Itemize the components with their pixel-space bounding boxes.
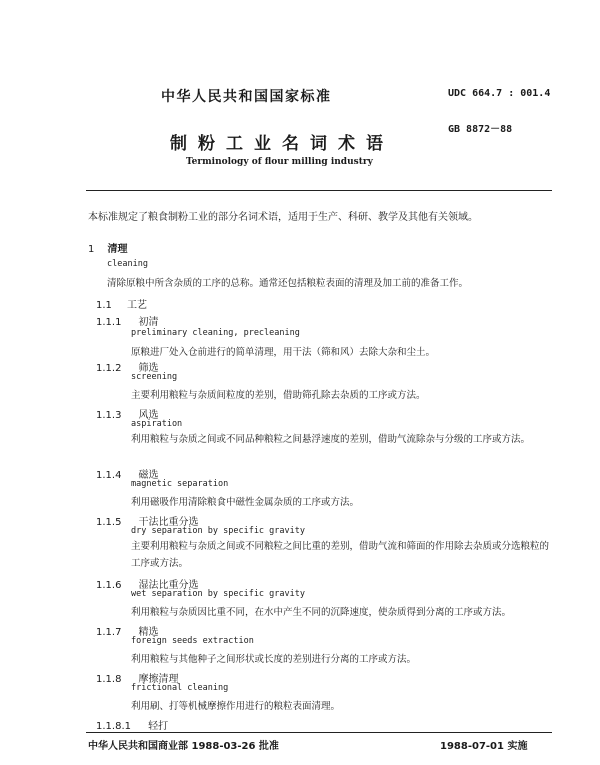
term-definition: 利用刷、打等机械摩擦作用进行的粮粒表面清理。 (131, 701, 341, 712)
term-definition: 利用粮粒与其他种子之间形状或长度的差别进行分离的工序或方法。 (131, 654, 417, 665)
section-title: 风选 (138, 410, 159, 421)
term-definition: 清除原粮中所含杂质的工序的总称。通常还包括粮粒表面的清理及加工前的准备工作。 (107, 278, 469, 289)
term-heading (96, 714, 168, 733)
section-title: 轻打 (148, 721, 169, 732)
term-english: wet separation by specific gravity (131, 589, 305, 599)
document-title-en: Terminology of flour milling industry (186, 157, 373, 167)
section-number: 1.1.3 (96, 410, 122, 421)
intro-paragraph: 本标准规定了粮食制粉工业的部分名词术语，适用于生产、科研、教学及其他有关领域。 (88, 212, 478, 223)
section-title: 干法比重分选 (138, 517, 199, 528)
section-number: 1.1.8 (96, 674, 122, 685)
section-title: 初清 (138, 317, 159, 328)
term-definition: 原粮进厂处入仓前进行的简单清理，用干法（筛和风）去除大杂和尘土。 (131, 347, 436, 358)
term-english: preliminary cleaning, precleaning (131, 328, 300, 338)
approval-date: 中华人民共和国商业部 1988-03-26 批准 (88, 741, 279, 752)
term-english: aspiration (131, 419, 183, 429)
term-definition: 利用粮粒与杂质因比重不同，在水中产生不同的沉降速度，使杂质得到分离的工序或方法。 (131, 607, 512, 618)
section-number: 1.1.5 (96, 517, 122, 528)
section-number: 1.1 (96, 300, 112, 311)
term-heading (96, 310, 159, 329)
section-title: 精选 (138, 627, 159, 638)
section-number: 1.1.7 (96, 627, 122, 638)
standard-category: 中华人民共和国国家标准 (161, 89, 332, 105)
section-number: 1.1.2 (96, 363, 122, 374)
section-number: 1.1.6 (96, 580, 122, 591)
footer-divider (86, 732, 552, 733)
section-title: 筛选 (138, 363, 159, 374)
term-english: frictional cleaning (131, 683, 229, 693)
section-title: 磁选 (138, 470, 159, 481)
section-title: 湿法比重分选 (138, 580, 199, 591)
section-number: 1.1.4 (96, 470, 122, 481)
term-english: cleaning (107, 259, 148, 269)
section-number: 1 (88, 244, 95, 255)
term-english: screening (131, 372, 178, 382)
section-number: 1.1.1 (96, 317, 122, 328)
term-english: magnetic separation (131, 479, 229, 489)
gb-code: GB 8872－88 (448, 124, 513, 135)
implementation-date: 1988-07-01 实施 (440, 741, 528, 752)
term-english: dry separation by specific gravity (131, 526, 305, 536)
term-definition: 主要利用粮粒与杂质之间或不同粮粒之间比重的差别，借助气流和筛面的作用除去杂质或分选粮粒的工序或方法。 (131, 541, 550, 569)
term-definition: 主要利用粮粒与杂质间粒度的差别，借助筛孔除去杂质的工序或方法。 (131, 390, 426, 401)
section-number: 1.1.8.1 (96, 721, 131, 732)
udc-code: UDC 664.7 : 001.4 (448, 88, 551, 99)
header-divider (86, 190, 552, 191)
term-definition: 利用磁吸作用清除粮食中磁性金属杂质的工序或方法。 (131, 497, 360, 508)
section-heading (88, 237, 127, 256)
section-title: 工艺 (127, 300, 147, 311)
term-english: foreign seeds extraction (131, 636, 254, 646)
document-title: 制粉工业名词术语 (170, 134, 394, 154)
section-title: 摩擦清理 (138, 674, 179, 685)
section-title: 清理 (107, 244, 128, 255)
term-definition: 利用粮粒与杂质之间或不同品种粮粒之间悬浮速度的差别，借助气流除杂与分级的工序或方法。 (131, 434, 531, 445)
